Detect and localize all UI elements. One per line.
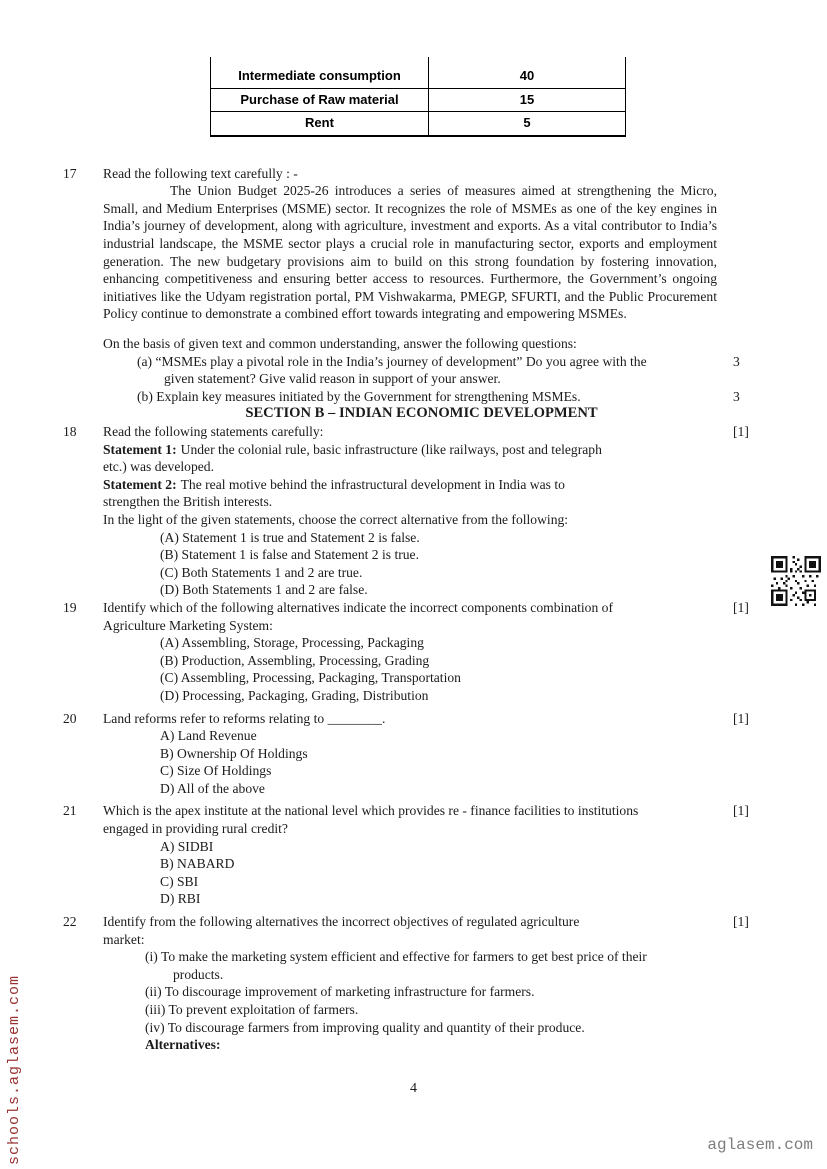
- question-18: [0, 423, 827, 599]
- subquestion-b-text: (b) Explain key measures initiated by the Government for strengthening MSMEs.: [137, 388, 581, 404]
- question-21: [0, 802, 827, 908]
- question-22: [0, 913, 827, 1054]
- objective-iii: (iii) To prevent exploitation of farmers.: [145, 1002, 359, 1017]
- question-text2: Agriculture Marketing System:: [103, 617, 273, 633]
- objective-i-text2: products.: [173, 966, 224, 982]
- left-watermark: schools.aglasem.com: [6, 974, 23, 1165]
- followup-text: On the basis of given text and common understanding, answer the following questions:: [103, 336, 577, 352]
- option-b: (B) Statement 1 is false and Statement 2 is true.: [160, 547, 419, 563]
- objective-iv: (iv) To discourage farmers from improving quality and quantity of their produce.: [145, 1019, 585, 1035]
- statement-1-text2: etc.) was developed.: [103, 459, 214, 475]
- table-cell-value: 5: [429, 112, 626, 136]
- question-number: 19: [63, 599, 77, 615]
- table-row: [211, 88, 626, 112]
- option-d: D) All of the above: [160, 780, 265, 796]
- passage-text: The Union Budget 2025-26 introduces a series of measures aimed at strengthening the Micro, Small, and Medium Enterprises (MSME) sector. It recognizes the role of MSMEs as one of the key engines in India’s journey of development, along with agriculture, investment and exports. As a vital contributor to India’s industrial landscape, the MSME sector plays a crucial role in manufacturing sector, exports and employment generation. The new budgetary provisions aim to build on this strong foundation by fostering innovation, enhancing competitiveness and ensuring better access to resources. Furthermore, the Government’s ongoing initiatives like the Udyam registration portal, PM Vishwakarma, PMEGP, SFURTI, and the Public Procurement Policy continue to demonstrate a combined effort towards integrating and empowering MSMEs.: [103, 183, 717, 322]
- question-text: Land reforms refer to reforms relating to ________.: [103, 710, 386, 726]
- statement-2-text: The real motive behind the infrastructural development in India was to: [180, 476, 565, 492]
- option-b: B) NABARD: [160, 856, 235, 872]
- table-cell-label: Intermediate consumption: [211, 57, 429, 88]
- option-c: C) Size Of Holdings: [160, 763, 272, 779]
- statement-2-text2: strengthen the British interests.: [103, 494, 273, 510]
- question-text: Identify which of the following alternatives indicate the incorrect components combination of: [103, 599, 613, 615]
- question-number: 22: [63, 914, 77, 930]
- question-number: 17: [63, 165, 77, 181]
- question-intro: Read the following statements carefully:: [103, 424, 324, 439]
- question-17b: [0, 388, 827, 406]
- statement-2-label: Statement 2:: [103, 476, 177, 492]
- marks-badge: 3: [733, 353, 740, 369]
- table-cell-label: Purchase of Raw material: [211, 88, 429, 112]
- marks-badge: [1]: [733, 599, 749, 615]
- statement-1: [103, 441, 717, 459]
- statement-2: [103, 476, 717, 494]
- option-b: B) Ownership Of Holdings: [160, 745, 308, 761]
- objective-i: [103, 948, 717, 983]
- option-c: (C) Assembling, Processing, Packaging, Transportation: [160, 670, 461, 686]
- subquestion-a-text2: given statement? Give valid reason in support of your answer.: [164, 371, 501, 387]
- question-number: 21: [63, 803, 77, 819]
- alternatives-label: Alternatives:: [145, 1037, 221, 1053]
- option-b: (B) Production, Assembling, Processing, Grading: [160, 652, 430, 668]
- section-b-heading: SECTION B – INDIAN ECONOMIC DEVELOPMENT: [245, 405, 598, 422]
- question-intro: Read the following text carefully : -: [103, 165, 298, 181]
- question-19: [0, 599, 827, 705]
- page-number: 4: [410, 1081, 417, 1096]
- statement-1-text: Under the colonial rule, basic infrastructure (like railways, post and telegraph: [180, 441, 602, 457]
- question-number: 20: [63, 710, 77, 726]
- question-number: 18: [63, 424, 77, 439]
- choose-instruction: In the light of the given statements, choose the correct alternative from the following:: [103, 511, 569, 527]
- option-a: (A) Assembling, Storage, Processing, Packaging: [160, 635, 424, 651]
- table-cell-value: 15: [429, 88, 626, 112]
- table-cell-value: 40: [429, 57, 626, 88]
- marks-badge: 3: [733, 388, 740, 404]
- question-20: [0, 710, 827, 798]
- question-text2: market:: [103, 931, 145, 947]
- statement-1-label: Statement 1:: [103, 441, 177, 457]
- marks-badge: [1]: [733, 914, 749, 930]
- option-a: A) Land Revenue: [160, 728, 257, 744]
- question-text: Identify from the following alternatives the incorrect objectives of regulated agriculture: [103, 914, 580, 930]
- objective-ii: (ii) To discourage improvement of marketing infrastructure for farmers.: [145, 984, 535, 1000]
- value-table: [210, 0, 626, 137]
- subquestion-a-text: (a) “MSMEs play a pivotal role in the India’s journey of development” Do you agree with the: [137, 353, 647, 369]
- option-a: (A) Statement 1 is true and Statement 2 is false.: [160, 529, 420, 545]
- question-17a: [0, 353, 827, 388]
- marks-badge: [1]: [733, 710, 749, 726]
- option-c: C) SBI: [160, 873, 199, 889]
- option-a: A) SIDBI: [160, 838, 214, 854]
- question-text: Which is the apex institute at the national level which provides re - finance facilities to institutions: [103, 803, 639, 819]
- table-row: [211, 112, 626, 136]
- marks-badge: [1]: [733, 803, 749, 819]
- objective-i-text: (i) To make the marketing system efficient and effective for farmers to get best price of their: [145, 949, 647, 965]
- option-d: D) RBI: [160, 891, 201, 907]
- option-d: (D) Both Statements 1 and 2 are false.: [160, 582, 368, 598]
- table-row: [211, 57, 626, 88]
- question-text2: engaged in providing rural credit?: [103, 821, 288, 837]
- option-c: (C) Both Statements 1 and 2 are true.: [160, 564, 363, 580]
- qr-code: [770, 556, 822, 606]
- table-cell-label: Rent: [211, 112, 429, 136]
- bottom-right-watermark: aglasem.com: [707, 1136, 813, 1155]
- question-17: [0, 165, 827, 353]
- option-d: (D) Processing, Packaging, Grading, Distribution: [160, 687, 429, 703]
- marks-badge: [1]: [733, 424, 749, 439]
